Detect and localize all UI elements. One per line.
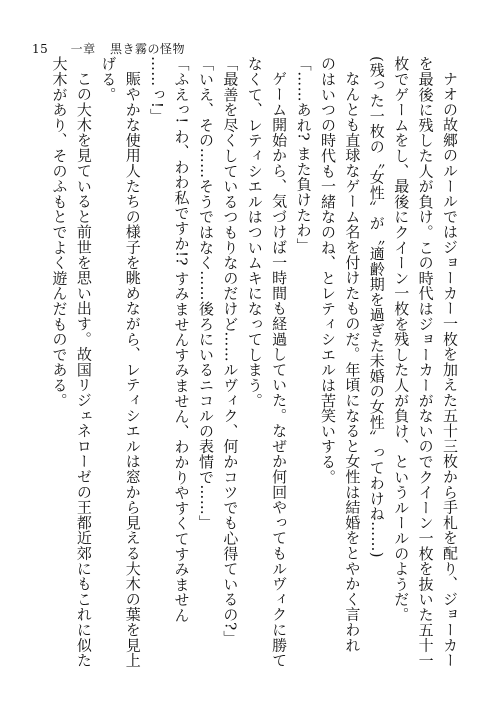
text-line: ナオの故郷のルールではジョーカー一枚を加えた五十三枚から手札を配り、ジョーカー	[441, 71, 459, 668]
vertical-text-body	[22, 56, 462, 668]
text-line: この大木を見ていると前世を思い出す。故国リジェネローゼの王都近郊にもこれに似た	[74, 71, 93, 668]
text-line: 枚でゲームをし、最後にクイーン一枚を残した人が負け、というルールのようだ。	[392, 56, 411, 623]
text-line: を最後に残した人が負け。この時代はジョーカーがないのでクイーン一枚を抜いた五十一	[416, 56, 435, 668]
text-line: ……っ!」	[148, 56, 167, 124]
text-line: 「……あれ? また負けたわ」	[294, 56, 313, 254]
text-line: 「いえ、その……そうではなく……後ろにいるニコルの表情で……」	[196, 56, 215, 531]
text-line: 大木があり、そのふもとでよく遊んだものである。	[50, 56, 69, 408]
text-line: 「最善を尽くしているつもりなのだけど……ルヴィク、何かコツでも心得ているの?」	[221, 56, 240, 646]
text-line: のはいつの時代も一緒なのね、とレティシエルは苦笑いする。	[318, 56, 337, 485]
text-line: なくて、レティシエルはついムキになってしまう。	[245, 56, 264, 408]
page-header	[32, 40, 185, 57]
text-line: なんとも直球なゲーム名を付けたものだ。年頃になると女性は結婚をとやかく言われ	[343, 71, 362, 653]
text-line: 「ふえっ! わ、わわ私ですか!? すみませんすみません、わかりやすくてすみません	[172, 56, 191, 623]
chapter-label: 一章	[70, 42, 96, 56]
text-line: ゲーム開始から、気づけば一時間も経過していた。なぜか何回やってもルヴィクに勝て	[270, 71, 289, 668]
text-line: (残った一枚の〝女性〟が〝適齢期を過ぎた未婚の女性〟ってわけね……)	[367, 56, 386, 558]
text-line: 賑やかな使用人たちの様子を眺めながら、レティシエルは窓から見える大木の葉を見上	[123, 71, 142, 668]
chapter-title: 黒き霧の怪物	[109, 42, 185, 56]
page-number: 15	[32, 42, 49, 56]
text-line: げる。	[99, 56, 118, 102]
